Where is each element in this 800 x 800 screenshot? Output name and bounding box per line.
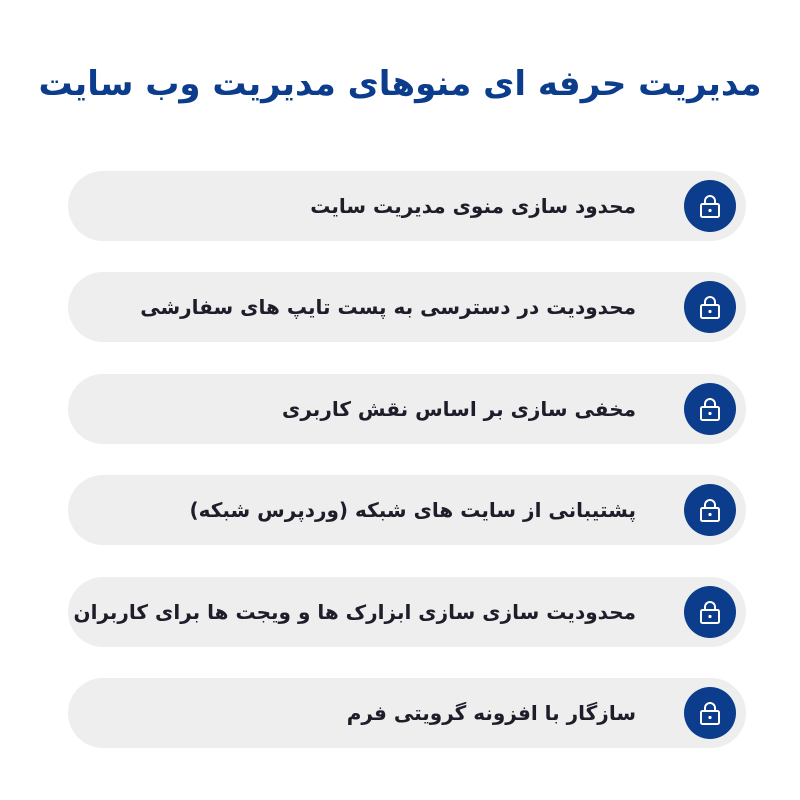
feature-label: محدودیت در دسترسی به پست تایپ های سفارشی [140,295,636,320]
feature-item [68,577,746,647]
feature-label: پشتیبانی از سایت های شبکه (وردپرس شبکه) [189,498,636,523]
feature-item [68,678,746,748]
feature-label: محدود سازی منوی مدیریت سایت [310,194,636,218]
lock-icon [684,281,736,333]
lock-icon [684,383,736,435]
feature-item [68,171,746,241]
lock-icon [684,687,736,739]
feature-label: سازگار با افزونه گرویتی فرم [346,700,636,725]
feature-label: مخفی سازی بر اساس نقش کاربری [282,396,636,421]
lock-icon [684,586,736,638]
feature-item [68,374,746,444]
page-title: مدیریت حرفه ای منوهای مدیریت وب سایت [38,64,762,104]
feature-list [68,171,746,748]
feature-item [68,475,746,545]
lock-icon [684,484,736,536]
lock-icon [684,180,736,232]
feature-label: محدودیت سازی سازی ابزارک ها و ویجت ها برای کاربران [73,599,636,624]
feature-item [68,272,746,342]
